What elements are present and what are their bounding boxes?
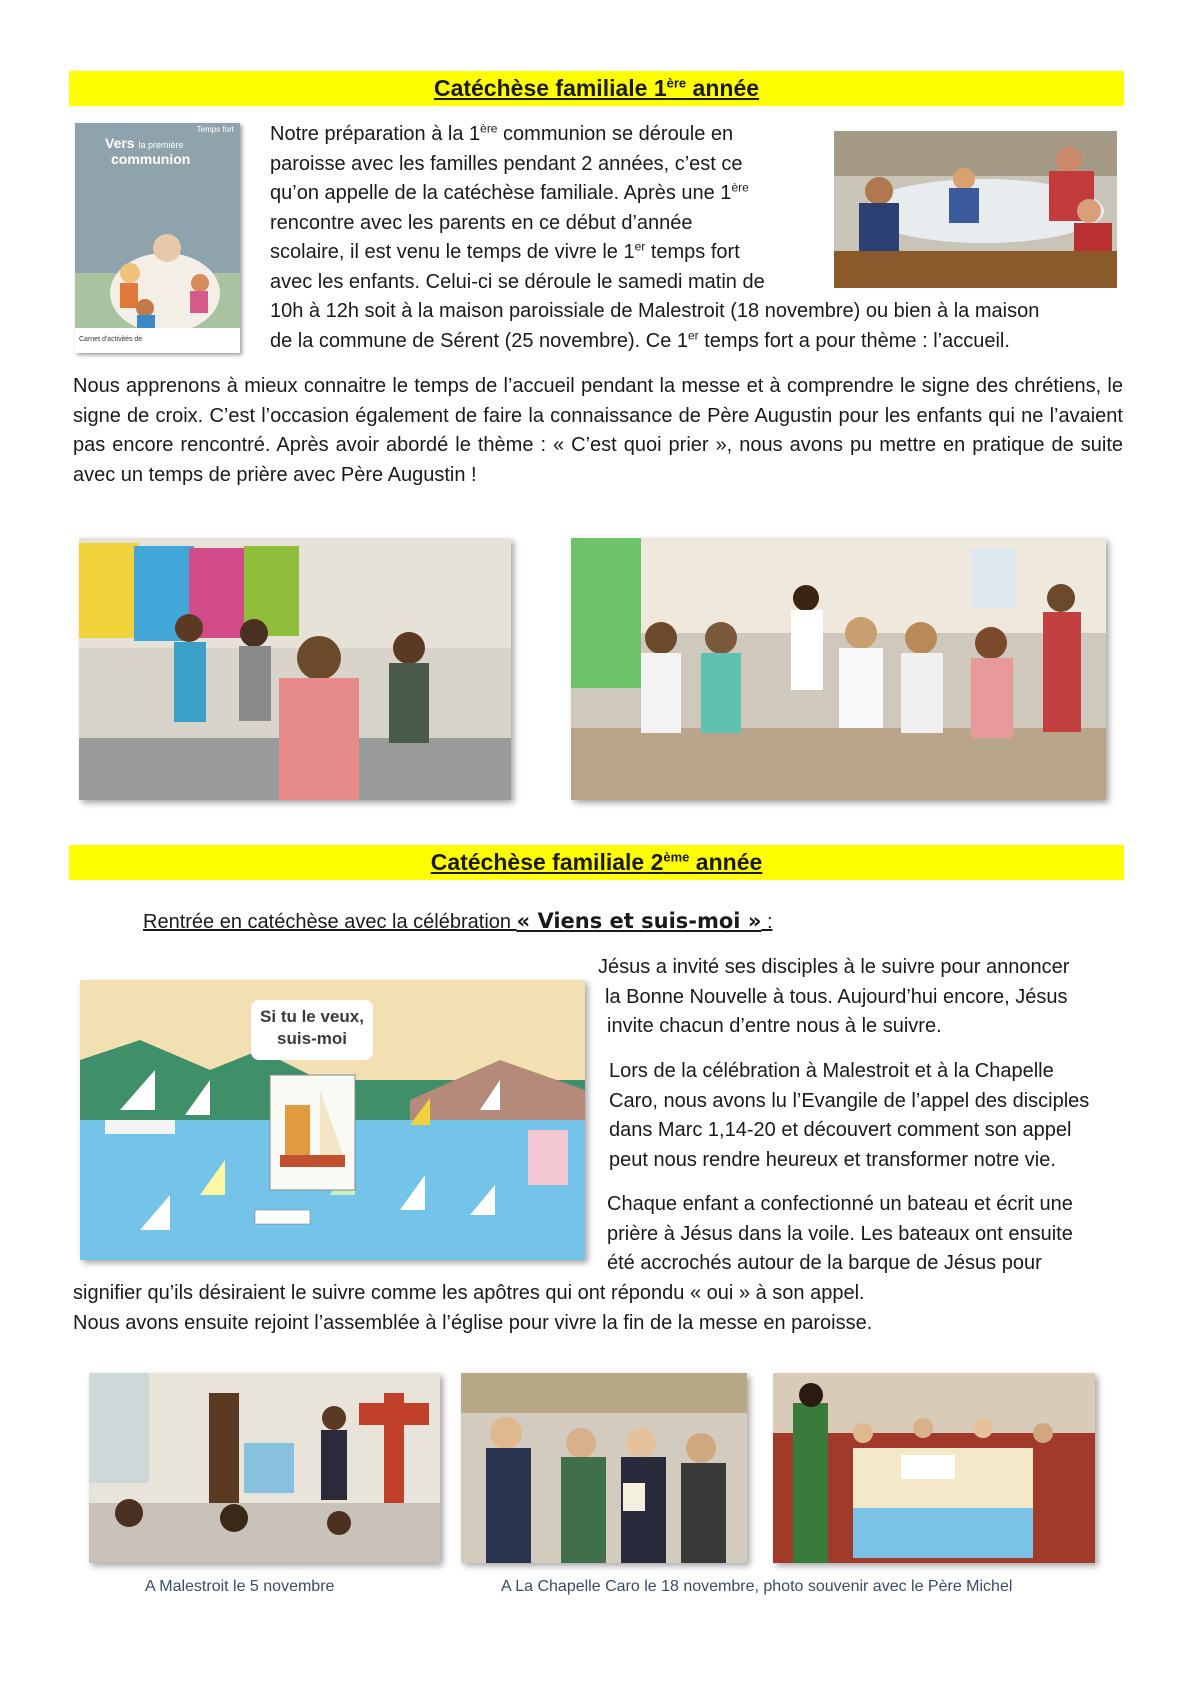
section1-title-band <box>69 71 1124 106</box>
section2-title: Catéchèse familiale 2ème année <box>430 849 763 875</box>
sign-of-cross-photo <box>79 538 511 800</box>
intro-line: rencontre avec les parents en ce début d’année <box>270 211 693 234</box>
intro-line: Notre préparation à la 1ère communion se déroule en <box>270 121 734 145</box>
section2-title-band <box>69 845 1124 880</box>
para2-line: peut nous rendre heureux et transformer notre vie. <box>609 1148 1056 1171</box>
intro-line: qu’on appelle de la catéchèse familiale. Après une 1ère <box>270 180 749 204</box>
boats-poster-photo <box>80 980 585 1260</box>
section1-paragraph: Nous apprenons à mieux connaitre le temps de l’accueil pendant la messe et à comprendre le signe des chrétiens, le signe de croix. C’est l’occasion également de faire la connaissance de Père Augustin pour les enfants qui ne l’avaient pas encore rencontré. Après avoir abordé le thème : « C’est quoi prier », nous avons pu mettre en pratique de suite avec un temps de prière avec Père Augustin ! <box>73 375 1123 486</box>
book-cover-footer: Carnet d'activités de <box>79 336 143 343</box>
section2-para3 <box>607 1190 1125 1279</box>
para3-line: été accrochés autour de la barque de Jésus pour <box>607 1252 1042 1274</box>
children-table-photo <box>834 131 1117 288</box>
intro-line: de la commune de Sérent (25 novembre). Ce 1er temps fort a pour thème : l’accueil. <box>270 327 1010 352</box>
para2-line: dans Marc 1,14-20 et découvert comment son appel <box>609 1119 1072 1141</box>
para1-line: invite chacun d’entre nous à le suivre. <box>607 1015 942 1037</box>
para3-line: prière à Jésus dans la voile. Les bateaux ont ensuite <box>607 1222 1073 1245</box>
section1-title: Catéchèse familiale 1ère année <box>433 75 760 101</box>
para1-line: Jésus a invité ses disciples à le suivre pour annoncer <box>598 956 1070 978</box>
section1-intro-text-wide <box>270 297 1123 356</box>
intro-line: paroisse avec les familles pendant 2 années, c’est ce <box>270 152 743 175</box>
intro-line: avec les enfants. Celui-ci se déroule le samedi matin de <box>270 270 765 293</box>
intro-line: scolaire, il est venu le temps de vivre le 1er temps fort <box>270 239 740 263</box>
para3-line: Chaque enfant a confectionné un bateau et écrit une <box>607 1193 1073 1215</box>
chapelle-caro-children-photo <box>461 1373 747 1563</box>
malestroit-photo <box>89 1373 440 1563</box>
para1-line: la Bonne Nouvelle à tous. Aujourd’hui encore, Jésus <box>605 985 1068 1008</box>
para2-line: Lors de la célébration à Malestroit et à la Chapelle <box>609 1060 1054 1082</box>
pere-michel-souvenir-photo <box>773 1373 1095 1563</box>
section2-subtitle: Rentrée en catéchèse avec la célébration « Viens et suis-moi » : <box>143 909 773 933</box>
section2-para1 <box>598 953 1125 1042</box>
section1-intro-text <box>270 120 812 297</box>
caption-chapelle-caro: A La Chapelle Caro le 18 novembre, photo souvenir avec le Père Michel <box>501 1578 1013 1595</box>
book-cover-title: Vers la première communion <box>105 135 191 167</box>
book-cover-image <box>75 123 240 353</box>
para3-line: signifier qu’ils désiraient le suivre comme les apôtres qui ont répondu « oui » à son appel. <box>73 1282 865 1304</box>
section2-para2 <box>609 1057 1125 1175</box>
section2-para3-wide <box>73 1279 1133 1338</box>
father-augustin-photo <box>571 538 1106 800</box>
book-cover-badge: Temps fort <box>196 125 234 134</box>
caption-malestroit: A Malestroit le 5 novembre <box>145 1578 335 1595</box>
poster-speech-bubble: Si tu le veux, suis-moi <box>251 1000 373 1060</box>
intro-line: 10h à 12h soit à la maison paroissiale de Malestroit (18 novembre) ou bien à la maison <box>270 300 1040 322</box>
para3-line: Nous avons ensuite rejoint l’assemblée à l’église pour vivre la fin de la messe en paroisse. <box>73 1311 873 1334</box>
para2-line: Caro, nous avons lu l’Evangile de l’appel des disciples <box>609 1089 1090 1112</box>
